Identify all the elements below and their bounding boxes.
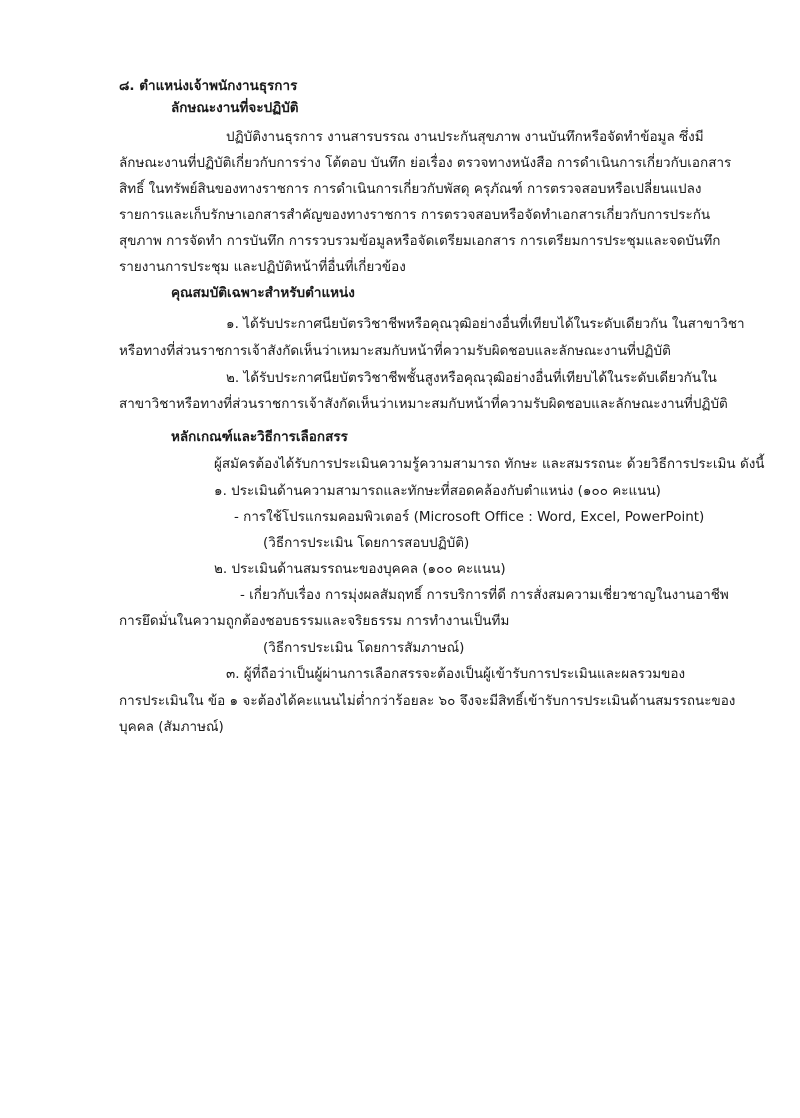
section-heading: ๘. ตำแหน่งเจ้าพนักงานธุรการ xyxy=(119,78,298,94)
criteria-line: ผู้สมัครต้องได้รับการประเมินความรู้ความสามารถ ทักษะ และสมรรถนะ ด้วยวิธีการประเมิน ดังนี้ xyxy=(214,456,765,472)
criteria-line: - เกี่ยวกับเรื่อง การมุ่งผลสัมฤทธิ์ การบริการที่ดี การสั่งสมความเชี่ยวชาญในงานอาชีพ xyxy=(240,587,729,603)
criteria-line: ๒. ประเมินด้านสมรรถนะของบุคคล (๑๐๐ คะแนน) xyxy=(214,561,506,577)
criteria-line: ๓. ผู้ที่ถือว่าเป็นผู้ผ่านการเลือกสรรจะต้องเป็นผู้เข้ารับการประเมินและผลรวมของ xyxy=(226,666,686,682)
criteria-line: การยึดมั่นในความถูกต้องชอบธรรมและจริยธรรม การทำงานเป็นทีม xyxy=(119,613,510,629)
qualification-heading: คุณสมบัติเฉพาะสำหรับตำแหน่ง xyxy=(171,285,355,301)
criteria-line: (วิธีการประเมิน โดยการสัมภาษณ์) xyxy=(263,640,465,656)
duties-heading: ลักษณะงานที่จะปฏิบัติ xyxy=(171,100,299,116)
criteria-heading: หลักเกณฑ์และวิธีการเลือกสรร xyxy=(171,429,348,445)
criteria-line: การประเมินใน ข้อ ๑ จะต้องได้คะแนนไม่ต่ำกว่าร้อยละ ๖๐ จึงจะมีสิทธิ์เข้ารับการประเมินด้านสมรรถนะของ xyxy=(119,693,736,709)
criteria-line: (วิธีการประเมิน โดยการสอบปฏิบัติ) xyxy=(263,535,470,551)
duties-line: ลักษณะงานที่ปฏิบัติเกี่ยวกับการร่าง โต้ตอบ บันทึก ย่อเรื่อง ตรวจทางหนังสือ การดำเนินการเกี่ยวกับเอกสาร xyxy=(119,155,732,171)
qualification-line: ๒. ได้รับประกาศนียบัตรวิชาชีพชั้นสูงหรือคุณวุฒิอย่างอื่นที่เทียบได้ในระดับเดียวกันใน xyxy=(226,370,717,386)
duties-line: ปฏิบัติงานธุรการ งานสารบรรณ งานประกันสุขภาพ งานบันทึกหรือจัดทำข้อมูล ซึ่งมี xyxy=(226,129,704,145)
criteria-line: บุคคล (สัมภาษณ์) xyxy=(119,719,224,735)
duties-line: รายงานการประชุม และปฏิบัติหน้าที่อื่นที่เกี่ยวข้อง xyxy=(119,259,406,275)
criteria-line: ๑. ประเมินด้านความสามารถและทักษะที่สอดคล้องกับตำแหน่ง (๑๐๐ คะแนน) xyxy=(214,483,661,499)
duties-line: สุขภาพ การจัดทำ การบันทึก การรวบรวมข้อมูลหรือจัดเตรียมเอกสาร การเตรียมการประชุมและจดบันทึก xyxy=(119,233,721,249)
qualification-line: สาขาวิชาหรือทางที่ส่วนราชการเจ้าสังกัดเห็นว่าเหมาะสมกับหน้าที่ความรับผิดชอบและลักษณะงานที่ปฏิบัติ xyxy=(119,396,728,412)
duties-line: รายการและเก็บรักษาเอกสารสำคัญของทางราชการ การตรวจสอบหรือจัดทำเอกสารเกี่ยวกับการประกัน xyxy=(119,207,711,223)
duties-line: สิทธิ์ ในทรัพย์สินของทางราชการ การดำเนินการเกี่ยวกับพัสดุ ครุภัณฑ์ การตรวจสอบหรือเปลี่ยนแปลง xyxy=(119,181,702,197)
qualification-line: หรือทางที่ส่วนราชการเจ้าสังกัดเห็นว่าเหมาะสมกับหน้าที่ความรับผิดชอบและลักษณะงานที่ปฏิบัติ xyxy=(119,343,671,359)
qualification-line: ๑. ได้รับประกาศนียบัตรวิชาชีพหรือคุณวุฒิอย่างอื่นที่เทียบได้ในระดับเดียวกัน ในสาขาวิชา xyxy=(226,316,745,332)
criteria-line: - การใช้โปรแกรมคอมพิวเตอร์ (Microsoft Office : Word, Excel, PowerPoint) xyxy=(234,509,705,525)
